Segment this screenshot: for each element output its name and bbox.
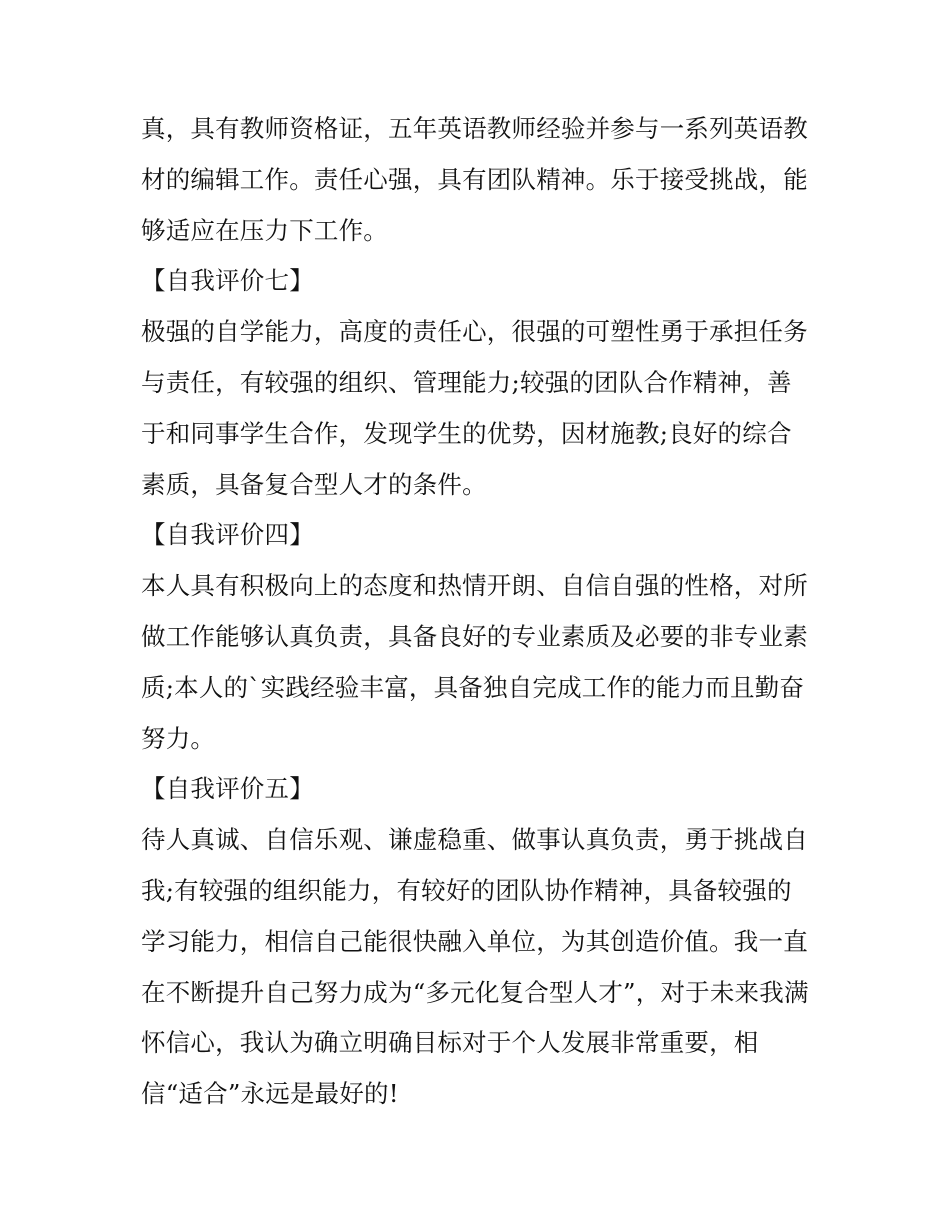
text-line: 于和同事学生合作，发现学生的优势，因材施教;良好的综合 [141, 418, 792, 448]
section-heading: 【自我评价五】 [141, 774, 314, 804]
section-heading: 【自我评价四】 [141, 520, 314, 550]
text-line: 极强的自学能力，高度的责任心，很强的可塑性勇于承担任务 [141, 317, 808, 347]
text-line: 信“适合”永远是最好的! [141, 1079, 399, 1109]
text-line: 本人具有积极向上的态度和热情开朗、自信自强的性格，对所 [141, 571, 808, 601]
text-line: 我;有较强的组织能力，有较好的团队协作精神，具备较强的 [141, 875, 792, 905]
text-line: 够适应在压力下工作。 [141, 215, 388, 245]
text-line: 怀信心，我认为确立明确目标对于个人发展非常重要，相 [141, 1028, 759, 1058]
text-line: 材的编辑工作。责任心强，具有团队精神。乐于接受挑战，能 [141, 164, 808, 194]
text-line: 质;本人的`实践经验丰富，具备独自完成工作的能力而且勤奋 [141, 672, 805, 702]
text-line: 努力。 [141, 723, 216, 753]
text-line: 学习能力，相信自己能很快融入单位，为其创造价值。我一直 [141, 926, 808, 956]
text-line: 真，具有教师资格证，五年英语教师经验并参与一系列英语教 [141, 114, 808, 143]
text-line: 做工作能够认真负责，具备良好的专业素质及必要的非专业素 [141, 621, 808, 651]
section-heading: 【自我评价七】 [141, 266, 314, 296]
text-line: 在不断提升自己努力成为“多元化复合型人才”，对于未来我满 [141, 977, 809, 1007]
document-body [141, 104, 821, 1120]
text-line: 与责任，有较强的组织、管理能力;较强的团队合作精神，善 [141, 367, 792, 397]
text-line: 素质，具备复合型人才的条件。 [141, 469, 487, 499]
text-line: 待人真诚、自信乐观、谦虚稳重、做事认真负责，勇于挑战自 [141, 825, 808, 855]
